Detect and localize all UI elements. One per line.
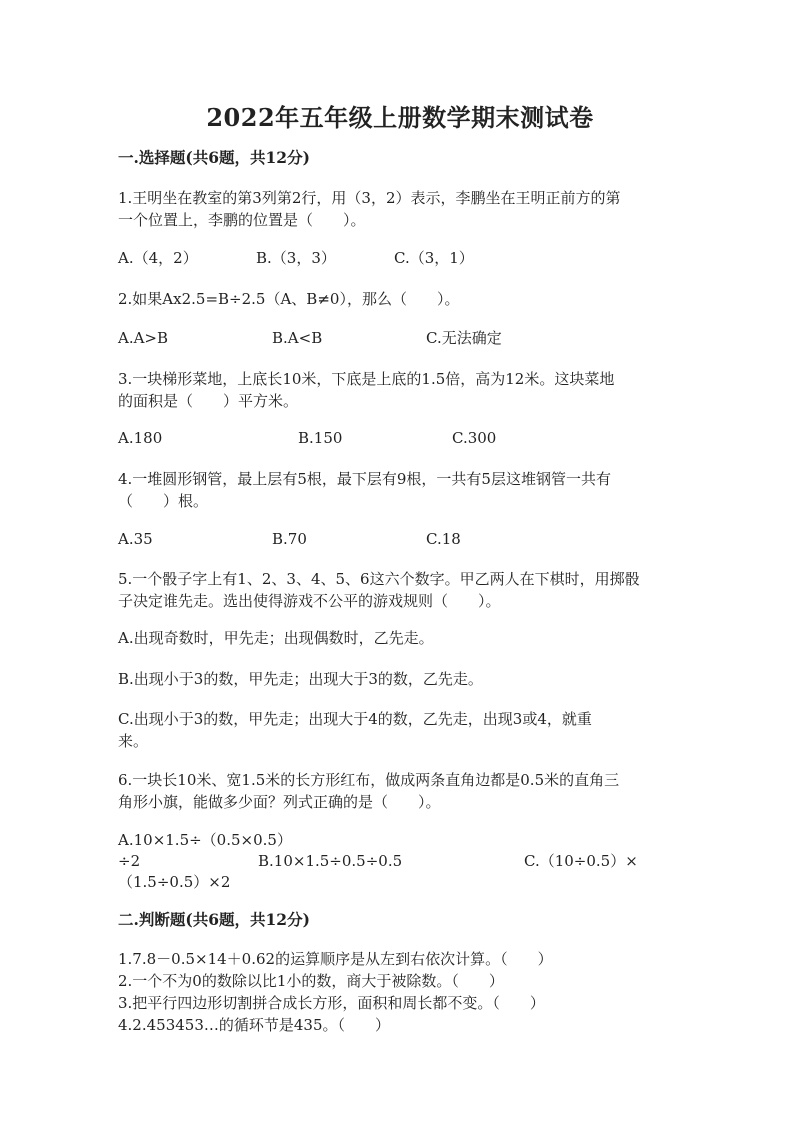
q2-option-a: A.A>B <box>118 329 169 347</box>
q2-line1: 2.如果Ax2.5=B÷2.5（A、B≠0），那么（ ）。 <box>118 290 460 308</box>
q3-option-b: B.150 <box>298 429 343 447</box>
q6-option-b: B.10×1.5÷0.5÷0.5 <box>258 852 403 870</box>
q1-option-a: A.（4，2） <box>118 249 198 267</box>
q3-option-a: A.180 <box>118 429 163 447</box>
q3-line1: 3.一块梯形菜地，上底长10米，下底是上底的1.5倍，高为12米。这块菜地 <box>118 370 615 388</box>
judge-item-2: 2.一个不为0的数除以比1小的数，商大于被除数。（ ） <box>118 972 504 990</box>
q6-option-c-line1: C.（10÷0.5）× <box>524 852 638 870</box>
q4-line2: （ ）根。 <box>118 492 209 510</box>
q4-option-c: C.18 <box>426 530 461 548</box>
q6-option-c-line2: （1.5÷0.5）×2 <box>118 873 231 891</box>
q5-line2: 子决定谁先走。选出使得游戏不公平的游戏规则（ ）。 <box>118 592 501 610</box>
q6-line1: 6.一块长10米、宽1.5米的长方形红布，做成两条直角边都是0.5米的直角三 <box>118 771 620 789</box>
q1-line1: 1.王明坐在教室的第3列第2行，用（3，2）表示，李鹏坐在王明正前方的第 <box>118 189 621 207</box>
page-title: 2022年五年级上册数学期末测试卷 <box>206 103 594 132</box>
q3-line2: 的面积是（ ）平方米。 <box>118 392 299 410</box>
section1-heading: 一.选择题(共6题，共12分) <box>118 148 310 167</box>
section2-heading: 二.判断题(共6题，共12分) <box>118 910 310 929</box>
q4-option-a: A.35 <box>118 530 153 548</box>
q4-option-b: B.70 <box>272 530 307 548</box>
q5-option-c-line1: C.出现小于3的数，甲先走；出现大于4的数，乙先走，出现3或4，就重 <box>118 710 592 728</box>
judge-item-1: 1.7.8－0.5×14＋0.62的运算顺序是从左到右依次计算。（ ） <box>118 950 553 968</box>
q3-option-c: C.300 <box>452 429 497 447</box>
judge-item-3: 3.把平行四边形切割拼合成长方形，面积和周长都不变。（ ） <box>118 994 545 1012</box>
judge-item-4: 4.2.453453…的循环节是435。（ ） <box>118 1016 391 1034</box>
q5-option-b: B.出现小于3的数，甲先走；出现大于3的数，乙先走。 <box>118 670 483 688</box>
q1-option-c: C.（3，1） <box>394 249 474 267</box>
q2-option-c: C.无法确定 <box>426 329 502 347</box>
q5-option-c-line2: 来。 <box>118 732 149 750</box>
q5-line1: 5.一个骰子字上有1、2、3、4、5、6这六个数字。甲乙两人在下棋时，用掷骰 <box>118 570 640 588</box>
q1-line2: 一个位置上，李鹏的位置是（ ）。 <box>118 211 366 229</box>
q6-line2: 角形小旗，能做多少面？列式正确的是（ ）。 <box>118 793 441 811</box>
q2-option-b: B.A<B <box>272 329 323 347</box>
q5-option-a: A.出现奇数时，甲先走；出现偶数时，乙先走。 <box>118 629 434 647</box>
q4-line1: 4.一堆圆形钢管，最上层有5根，最下层有9根，一共有5层这堆钢管一共有 <box>118 470 611 488</box>
q1-option-b: B.（3，3） <box>256 249 336 267</box>
q6-option-a-line2: ÷2 <box>118 852 141 870</box>
q6-option-a-line1: A.10×1.5÷（0.5×0.5） <box>118 831 292 849</box>
